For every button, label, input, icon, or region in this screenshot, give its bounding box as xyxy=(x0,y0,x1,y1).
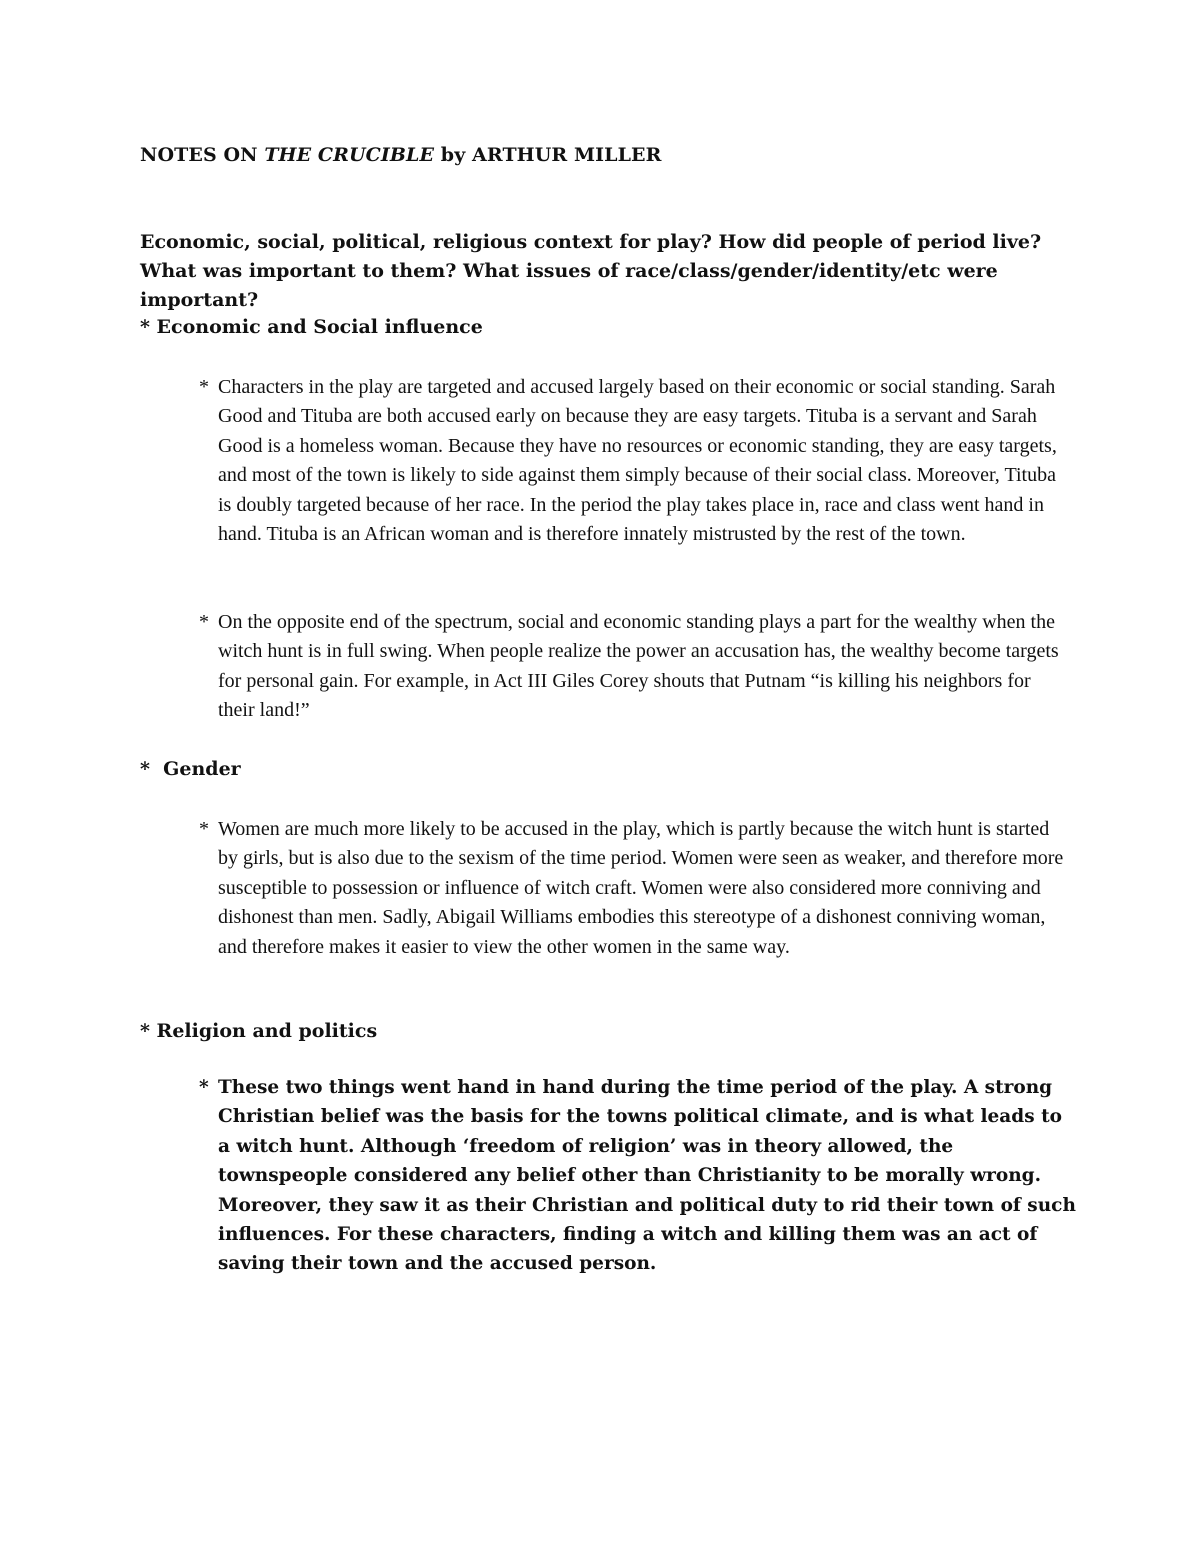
title-suffix: by ARTHUR MILLER xyxy=(434,144,662,166)
section-heading-religion-politics: * Religion and politics xyxy=(140,1020,378,1042)
title-play-name: THE CRUCIBLE xyxy=(264,144,435,166)
section-heading-gender: * Gender xyxy=(140,758,241,780)
context-question: Economic, social, political, religious context for play? How did people of period live? What was important to them? What issues of race/class/gender/identity/etc were important? xyxy=(140,231,1042,311)
bullet-marker: * xyxy=(199,818,209,840)
bullet-religion-1 xyxy=(199,1073,1078,1279)
title-prefix: NOTES ON xyxy=(140,144,265,166)
bullet-marker: * xyxy=(199,376,209,398)
bullet-text: On the opposite end of the spectrum, social and economic standing plays a part for the wealthy when the witch hunt is in full swing. When people realize the power an accusation has, the wealthy become targets for personal gain. For example, in Act III Giles Corey shouts that Putnam “is killing his neighbors for their land!” xyxy=(218,611,1059,722)
bullet-marker: * xyxy=(199,611,209,633)
bullet-economic-1 xyxy=(199,373,1068,549)
bullet-text: Characters in the play are targeted and accused largely based on their economic or social standing. Sarah Good and Tituba are both accused early on because they are easy targets. Tituba is a servant and Sarah Good is a homeless woman. Because they have no resources or economic standing, they are easy targets, and most of the town is likely to side against them simply because of their social class. Moreover, Tituba is doubly targeted because of her race. In the period the play takes place in, race and class went hand in hand. Tituba is an African woman and is therefore innately mistrusted by the rest of the town. xyxy=(218,376,1057,546)
document-title xyxy=(140,144,662,166)
section-heading-economic-social: * Economic and Social influence xyxy=(140,316,483,338)
bullet-economic-2 xyxy=(199,608,1068,726)
bullet-marker: * xyxy=(199,1077,209,1098)
bullet-text: These two things went hand in hand during the time period of the play. A strong Christian belief was the basis for the towns political climate, and is what leads to a witch hunt. Although ‘freedom of religion’ was in theory allowed, the townspeople considered any belief other than Christianity to be morally wrong. Moreover, they saw it as their Christian and political duty to rid their town of such influences. For these characters, finding a witch and killing them was an act of saving their town and the accused person. xyxy=(218,1077,1076,1275)
bullet-gender-1 xyxy=(199,815,1068,962)
bullet-text: Women are much more likely to be accused in the play, which is partly because the witch hunt is started by girls, but is also due to the sexism of the time period. Women were seen as weaker, and therefore more susceptible to possession or influence of witch craft. Women were also considered more conniving and dishonest than men. Sadly, Abigail Williams embodies this stereotype of a dishonest conniving woman, and therefore makes it easier to view the other women in the same way. xyxy=(218,818,1064,958)
